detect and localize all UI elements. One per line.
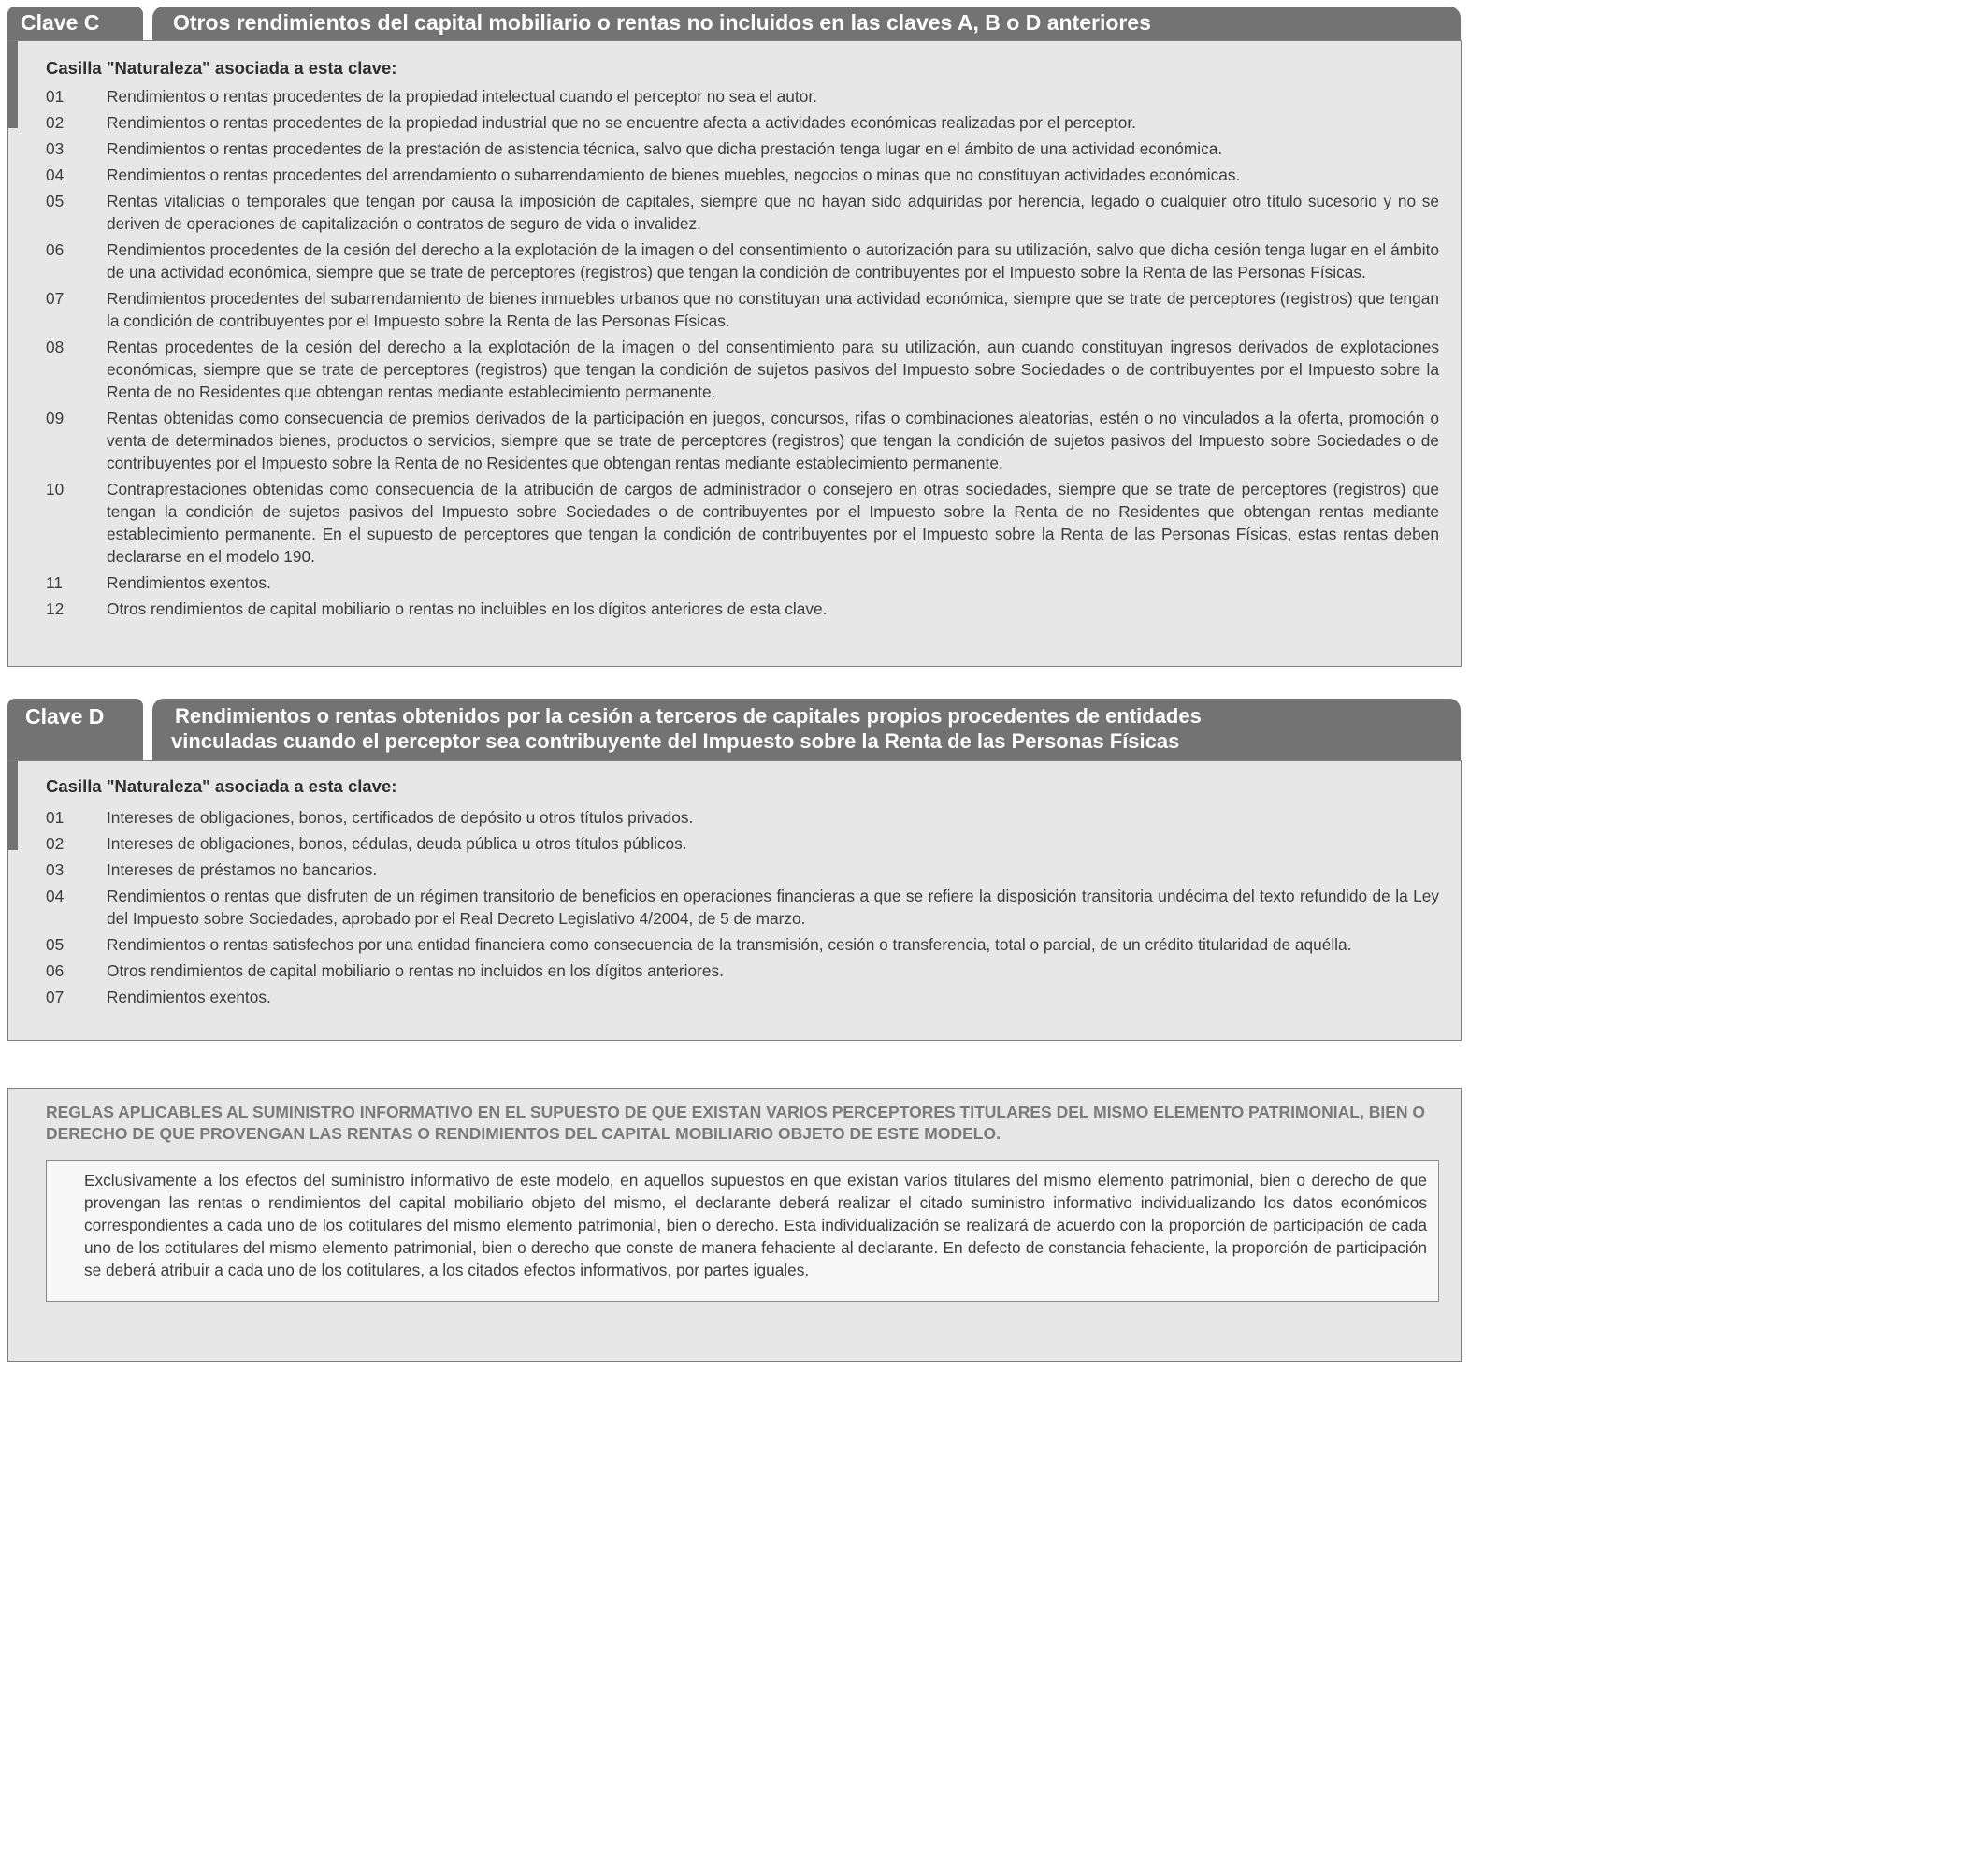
item-text: Rendimientos exentos. [107, 573, 271, 592]
clave-d-left-stripe [7, 761, 18, 850]
clave-d-naturaleza-label: Casilla "Naturaleza" asociada a esta clave: [46, 776, 397, 796]
item-code: 06 [46, 961, 65, 980]
clave-d-panel [7, 760, 1462, 1041]
item-code: 12 [46, 599, 65, 618]
list-item [46, 287, 1439, 332]
clave-c-items [46, 85, 1439, 624]
item-text: Intereses de préstamos no bancarios. [107, 860, 378, 879]
list-item [46, 164, 1439, 186]
list-item [46, 238, 1439, 283]
list-item [46, 598, 1439, 620]
clave-d-title-line2: vinculadas cuando el perceptor sea contribuyente del Impuesto sobre la Renta de las Personas Físicas [171, 729, 1180, 753]
item-code: 04 [46, 887, 65, 905]
reglas-body: Exclusivamente a los efectos del suministro informativo de este modelo, en aquellos supuestos en que existan varios titulares del mismo elemento patrimonial, bien o derecho de que provengan las rentas o rendimientos del capital mobiliario objeto del mismo, el declarante deberá realizar el citado suministro informativo individualizando los datos económicos correspondientes a cada uno de los cotitulares del mismo elemento patrimonial, bien o derecho. Esta individualización se realizará de acuerdo con la proporción de participación de cada uno de los cotitulares del mismo elemento patrimonial, bien o derecho que conste de manera fehaciente al declarante. En defecto de constancia fehaciente, la proporción de participación se deberá atribuir a cada uno de los cotitulares, a los citados efectos informativos, por partes iguales. [84, 1171, 1427, 1279]
item-text: Rentas obtenidas como consecuencia de premios derivados de la participación en juegos, concursos, rifas o combinaciones aleatorias, estén o no vinculados a la oferta, promoción o venta de determinados bienes, productos o servicios, siempre que se trate de perceptores (registros) que tengan la condición de sujetos pasivos del Impuesto sobre Sociedades o de contribuyentes por el Impuesto sobre la Renta de no Residentes que obtengan rentas mediante establecimiento permanente. [107, 409, 1439, 472]
list-item [46, 85, 1439, 108]
item-text: Rendimientos o rentas procedentes de la propiedad intelectual cuando el perceptor no sea el autor. [107, 87, 817, 106]
clave-c-naturaleza-label: Casilla "Naturaleza" asociada a esta clave: [46, 58, 397, 78]
item-text: Rendimientos exentos. [107, 988, 271, 1006]
item-code: 05 [46, 192, 65, 210]
list-item [46, 832, 1439, 855]
list-item [46, 190, 1439, 235]
reglas-panel [7, 1088, 1462, 1362]
item-text: Rentas vitalicias o temporales que tengan por causa la imposición de capitales, siempre que no hayan sido adquiridas por herencia, legado o cualquier otro título sucesorio y no se deriven de operaciones de capitalización o contratos de seguro de vida o invalidez. [107, 192, 1439, 233]
list-item [46, 407, 1439, 474]
item-code: 10 [46, 480, 65, 498]
list-item [46, 571, 1439, 594]
item-code: 03 [46, 139, 65, 158]
item-text: Rendimientos o rentas procedentes de la propiedad industrial que no se encuentre afecta a actividades económicas realizadas por el perceptor. [107, 113, 1136, 132]
item-code: 02 [46, 834, 65, 853]
item-code: 04 [46, 166, 65, 184]
item-text: Intereses de obligaciones, bonos, cédulas, deuda pública u otros títulos públicos. [107, 834, 687, 853]
item-code: 01 [46, 87, 65, 106]
list-item [46, 137, 1439, 160]
item-text: Rendimientos procedentes del subarrendamiento de bienes inmuebles urbanos que no constituyan una actividad económica, siempre que se trate de perceptores (registros) que tengan la condición de contribuyentes por el Impuesto sobre la Renta de las Personas Físicas. [107, 289, 1439, 330]
clave-c-tab: Clave C [7, 7, 143, 40]
item-code: 02 [46, 113, 65, 132]
item-code: 11 [46, 573, 63, 592]
list-item [46, 806, 1439, 829]
item-text: Rendimientos o rentas satisfechos por una entidad financiera como consecuencia de la transmisión, cesión o transferencia, total o parcial, de un crédito titularidad de aquélla. [107, 935, 1352, 954]
item-text: Otros rendimientos de capital mobiliario o rentas no incluidos en los dígitos anteriores. [107, 961, 724, 980]
clave-d-items [46, 806, 1439, 1012]
clave-c-left-stripe [7, 41, 18, 128]
item-text: Contraprestaciones obtenidas como consecuencia de la atribución de cargos de administrador o consejero en otras sociedades, siempre que se trate de perceptores (registros) que tengan la condición de sujetos pasivos del Impuesto sobre Sociedades o de contribuyentes por el Impuesto sobre la Renta de no Residentes que obtengan rentas mediante establecimiento permanente. En el supuesto de perceptores que tengan la condición de contribuyentes por el Impuesto sobre la Renta de las Personas Físicas, estas rentas deben declararse en el modelo 190. [107, 480, 1439, 566]
item-text: Rendimientos o rentas procedentes de la prestación de asistencia técnica, salvo que dicha prestación tenga lugar en el ámbito de una actividad económica. [107, 139, 1223, 158]
item-text: Rendimientos procedentes de la cesión del derecho a la explotación de la imagen o del consentimiento o autorización para su utilización, salvo que dicha cesión tenga lugar en el ámbito de una actividad económica, siempre que se trate de perceptores (registros) que tengan la condición de contribuyentes por el Impuesto sobre la Renta de las Personas Físicas. [107, 240, 1439, 281]
item-text: Rentas procedentes de la cesión del derecho a la explotación de la imagen o del consentimiento para su utilización, aun cuando constituyan ingresos derivados de explotaciones económicas, siempre que se trate de perceptores (registros) que tengan la condición de sujetos pasivos del Impuesto sobre Sociedades o de contribuyentes por el Impuesto sobre la Renta de no Residentes que obtengan rentas mediante establecimiento permanente. [107, 338, 1439, 401]
list-item [46, 885, 1439, 930]
list-item [46, 960, 1439, 982]
item-text: Intereses de obligaciones, bonos, certificados de depósito u otros títulos privados. [107, 808, 694, 827]
item-text: Otros rendimientos de capital mobiliario o rentas no incluibles en los dígitos anteriores de esta clave. [107, 599, 828, 618]
item-code: 08 [46, 338, 65, 356]
clave-d-title-line1: Rendimientos o rentas obtenidos por la cesión a terceros de capitales propios procedentes de entidades [175, 704, 1202, 728]
list-item [46, 478, 1439, 568]
clave-c-title: Otros rendimientos del capital mobiliario o rentas no incluidos en las claves A, B o D anteriores [152, 7, 1461, 40]
reglas-body-box [46, 1160, 1439, 1302]
clave-d-tab: Clave D [7, 699, 143, 760]
clave-d-title [152, 699, 1461, 760]
list-item [46, 933, 1439, 956]
clave-c-panel [7, 40, 1462, 667]
item-text: Rendimientos o rentas que disfruten de un régimen transitorio de beneficios en operaciones financieras a que se refiere la disposición transitoria undécima del texto refundido de la Ley del Impuesto sobre Sociedades, aprobado por el Real Decreto Legislativo 4/2004, de 5 de marzo. [107, 887, 1439, 928]
list-item [46, 111, 1439, 134]
reglas-title: REGLAS APLICABLES AL SUMINISTRO INFORMATIVO EN EL SUPUESTO DE QUE EXISTAN VARIOS PERCEPTORES TITULARES DEL MISMO ELEMENTO PATRIMONIAL, BIEN O DERECHO DE QUE PROVENGAN LAS RENTAS O RENDIMIENTOS DEL CAPITAL MOBILIARIO OBJETO DE ESTE MODELO. [46, 1103, 1425, 1143]
item-code: 03 [46, 860, 65, 879]
list-item [46, 859, 1439, 881]
item-code: 07 [46, 289, 65, 308]
item-code: 01 [46, 808, 65, 827]
list-item [46, 336, 1439, 403]
item-text: Rendimientos o rentas procedentes del arrendamiento o subarrendamiento de bienes muebles, negocios o minas que no constituyan actividades económicas. [107, 166, 1241, 184]
list-item [46, 986, 1439, 1008]
item-code: 09 [46, 409, 65, 427]
item-code: 06 [46, 240, 65, 259]
item-code: 05 [46, 935, 65, 954]
item-code: 07 [46, 988, 65, 1006]
